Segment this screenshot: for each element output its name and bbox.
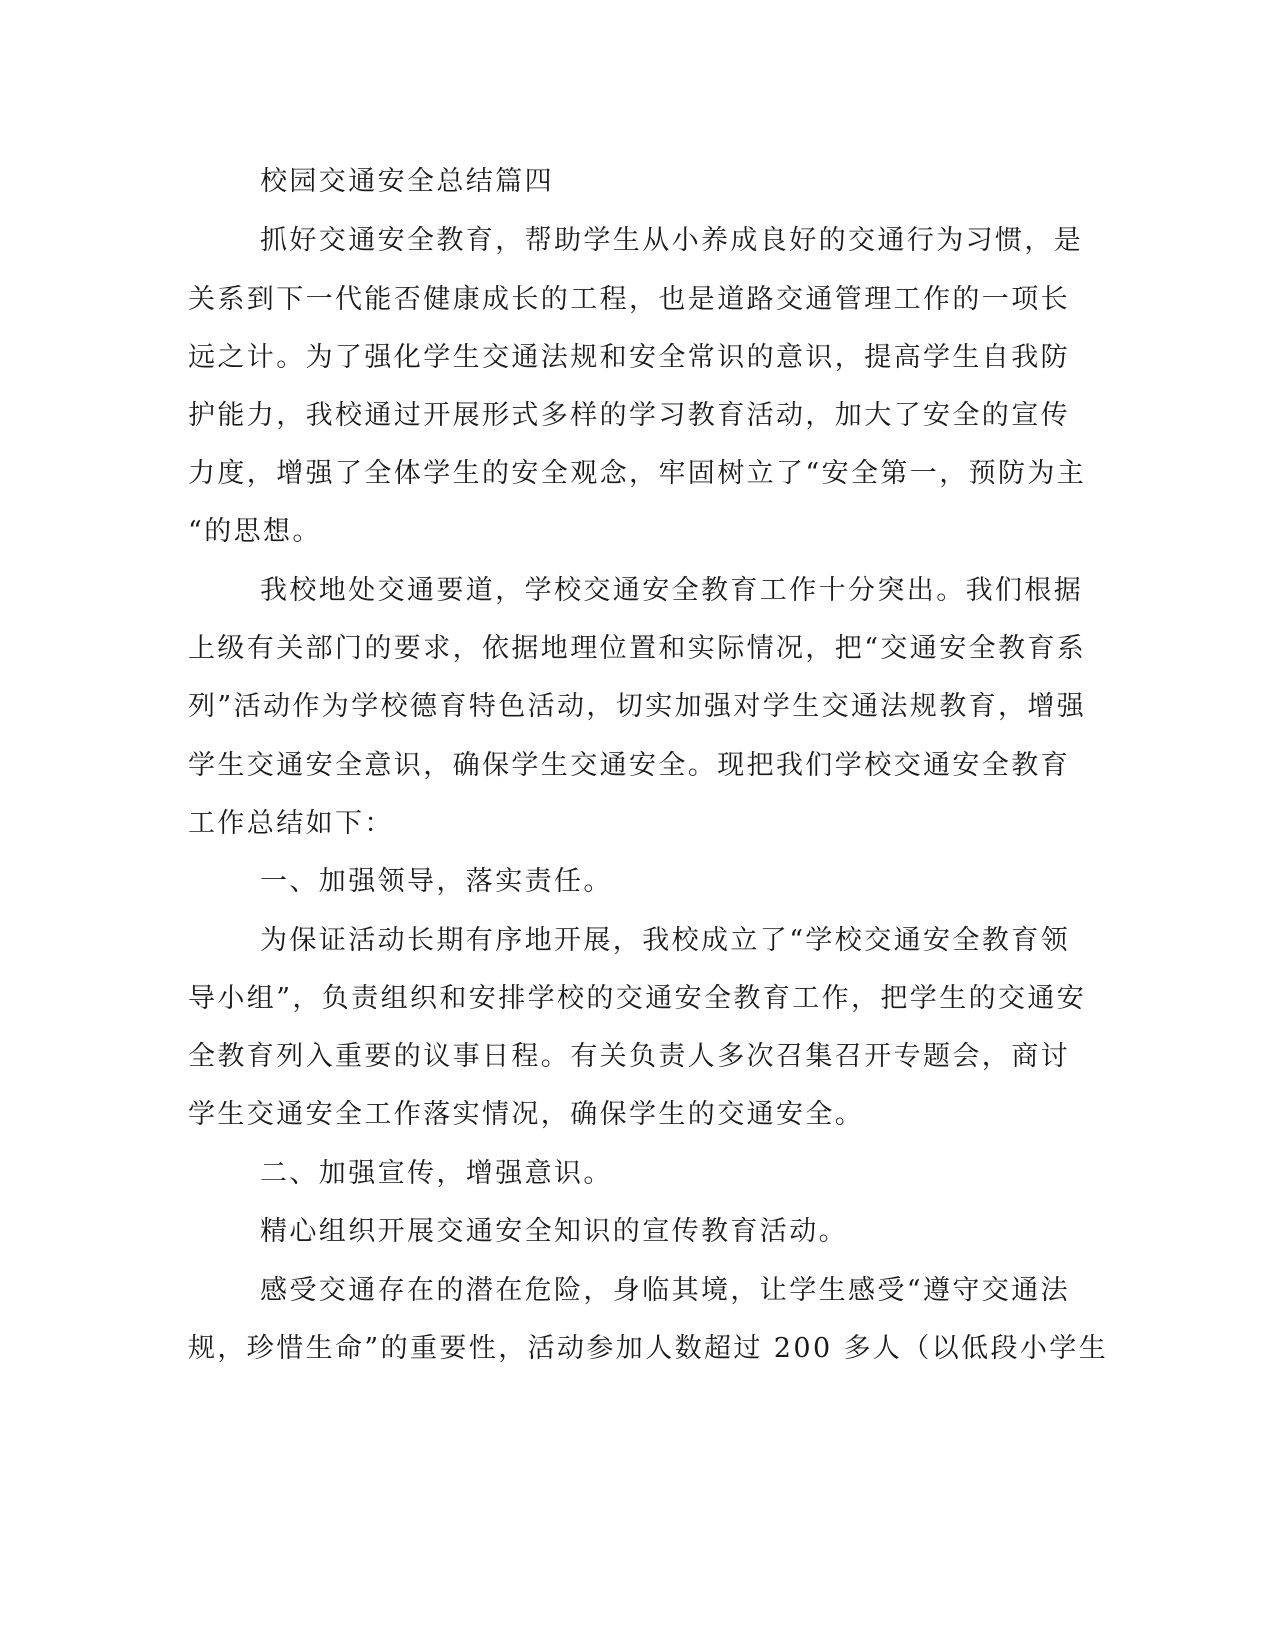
- text-line: 规，珍惜生命”的重要性，活动参加人数超过 200 多人（以低段小学生: [188, 1333, 1109, 1364]
- text-line: 为保证活动长期有序地开展，我校成立了“学校交通安全教育领: [260, 925, 1071, 956]
- text-line: 工作总结如下：: [188, 808, 394, 839]
- text-line: 学生交通安全意识，确保学生交通安全。现把我们学校交通安全教育: [188, 750, 1070, 781]
- text-line: 我校地处交通要道，学校交通安全教育工作十分突出。我们根据: [260, 575, 1084, 606]
- text-line: 力度，增强了全体学生的安全观念，牢固树立了“安全第一，预防为主: [188, 458, 1087, 489]
- text-line: 感受交通存在的潜在危险，身临其境，让学生感受“遵守交通法: [260, 1275, 1071, 1306]
- text-line: “的思想。: [188, 516, 322, 547]
- text-line: 列”活动作为学校德育特色活动，切实加强对学生交通法规教育，增强: [188, 691, 1087, 722]
- text-line: 导小组”，负责组织和安排学校的交通安全教育工作，把学生的交通安: [188, 983, 1087, 1014]
- text-line: 上级有关部门的要求，依据地理位置和实际情况，把“交通安全教育系: [188, 633, 1087, 664]
- text-line: 学生交通安全工作落实情况，确保学生的交通安全。: [188, 1099, 865, 1130]
- section-heading: 二、加强宣传，增强意识。: [260, 1158, 613, 1189]
- text-line: 护能力，我校通过开展形式多样的学习教育活动，加大了安全的宣传: [188, 400, 1070, 431]
- text-line: 精心组织开展交通安全知识的宣传教育活动。: [260, 1216, 848, 1247]
- text-line: 全教育列入重要的议事日程。有关负责人多次召集召开专题会，商讨: [188, 1041, 1070, 1072]
- document-title: 校园交通安全总结篇四: [260, 166, 554, 197]
- text-line: 关系到下一代能否健康成长的工程，也是道路交通管理工作的一项长: [188, 284, 1070, 315]
- section-heading: 一、加强领导，落实责任。: [260, 866, 613, 897]
- text-line: 抓好交通安全教育，帮助学生从小养成良好的交通行为习惯，是: [260, 225, 1084, 256]
- text-line: 远之计。为了强化学生交通法规和安全常识的意识，提高学生自我防: [188, 342, 1070, 373]
